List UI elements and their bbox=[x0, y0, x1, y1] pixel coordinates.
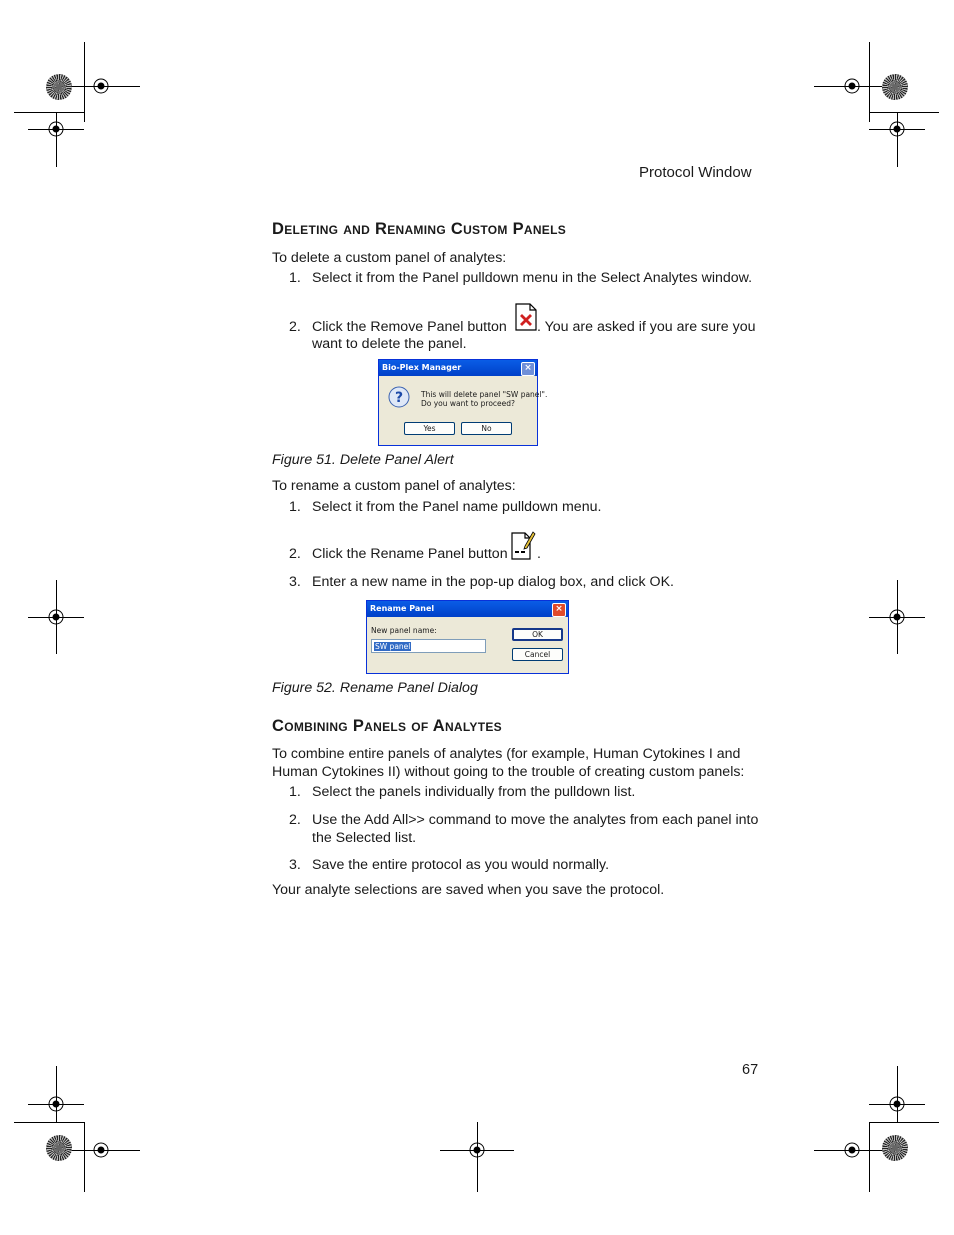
close-icon[interactable]: × bbox=[521, 362, 535, 376]
rename-intro: To rename a custom panel of analytes: bbox=[272, 478, 516, 494]
rename-panel-dialog bbox=[366, 600, 569, 674]
list-item: 2. Click the Remove Panel button . You are asked if you are sure you want to delete the panel. bbox=[289, 319, 756, 352]
list-item: 1. Select the panels individually from the pulldown list. bbox=[289, 784, 636, 800]
page-number: 67 bbox=[742, 1062, 759, 1078]
registration-mark-icon bbox=[867, 587, 927, 647]
registration-mark-icon bbox=[447, 1120, 507, 1180]
svg-text:?: ? bbox=[394, 390, 404, 406]
list-item: 2. Use the Add All>> command to move the analytes from each panel into the Selected list. bbox=[289, 812, 759, 846]
closing-paragraph: Your analyte selections are saved when you save the protocol. bbox=[272, 882, 665, 898]
registration-mark-icon bbox=[71, 1120, 131, 1180]
dialog-titlebar: Rename Panel × bbox=[367, 601, 568, 617]
section-title-deleting-renaming: Deleting and Renaming Custom Panels bbox=[272, 220, 567, 238]
section-title-combining-panels: Combining Panels of Analytes bbox=[272, 717, 502, 735]
registration-mark-icon bbox=[26, 99, 86, 159]
rosette-icon bbox=[882, 74, 908, 100]
list-item: 1. Select it from the Panel name pulldown menu. bbox=[289, 499, 602, 515]
figure-caption: Figure 51. Delete Panel Alert bbox=[272, 452, 454, 468]
registration-mark-icon bbox=[26, 587, 86, 647]
list-item: 3. Save the entire protocol as you would normally. bbox=[289, 857, 610, 873]
rosette-icon bbox=[46, 1135, 72, 1161]
dialog-message: Do you want to proceed? bbox=[421, 399, 515, 408]
panel-name-input[interactable]: SW panel bbox=[371, 639, 486, 653]
running-header: Protocol Window bbox=[639, 164, 752, 181]
question-icon bbox=[387, 386, 411, 412]
list-item: 2. Click the Rename Panel button . bbox=[289, 546, 541, 562]
rosette-icon bbox=[882, 1135, 908, 1161]
delete-panel-alert-dialog bbox=[378, 359, 548, 446]
rosette-icon bbox=[46, 74, 72, 100]
figure-caption: Figure 52. Rename Panel Dialog bbox=[272, 680, 478, 696]
dialog-titlebar: Bio-Plex Manager × bbox=[379, 360, 537, 376]
delete-intro: To delete a custom panel of analytes: bbox=[272, 250, 507, 266]
combine-intro: Human Cytokines II) without going to the trouble of creating custom panels: bbox=[272, 764, 745, 780]
list-item: 1. Select it from the Panel pulldown menu in the Select Analytes window. bbox=[289, 270, 753, 286]
close-icon[interactable]: × bbox=[552, 603, 566, 617]
registration-mark-icon bbox=[867, 99, 927, 159]
combine-intro: To combine entire panels of analytes (for example, Human Cytokines I and bbox=[272, 746, 741, 762]
remove-panel-icon bbox=[514, 303, 538, 331]
no-button[interactable]: No bbox=[461, 422, 512, 435]
cancel-button[interactable]: Cancel bbox=[512, 648, 563, 661]
dialog-message: This will delete panel "SW panel". bbox=[421, 390, 548, 399]
field-label: New panel name: bbox=[371, 626, 437, 635]
list-item: 3. Enter a new name in the pop-up dialog box, and click OK. bbox=[289, 574, 674, 590]
ok-button[interactable]: OK bbox=[512, 628, 563, 641]
rename-panel-icon bbox=[510, 531, 536, 561]
registration-mark-icon bbox=[822, 1120, 882, 1180]
yes-button[interactable]: Yes bbox=[404, 422, 455, 435]
